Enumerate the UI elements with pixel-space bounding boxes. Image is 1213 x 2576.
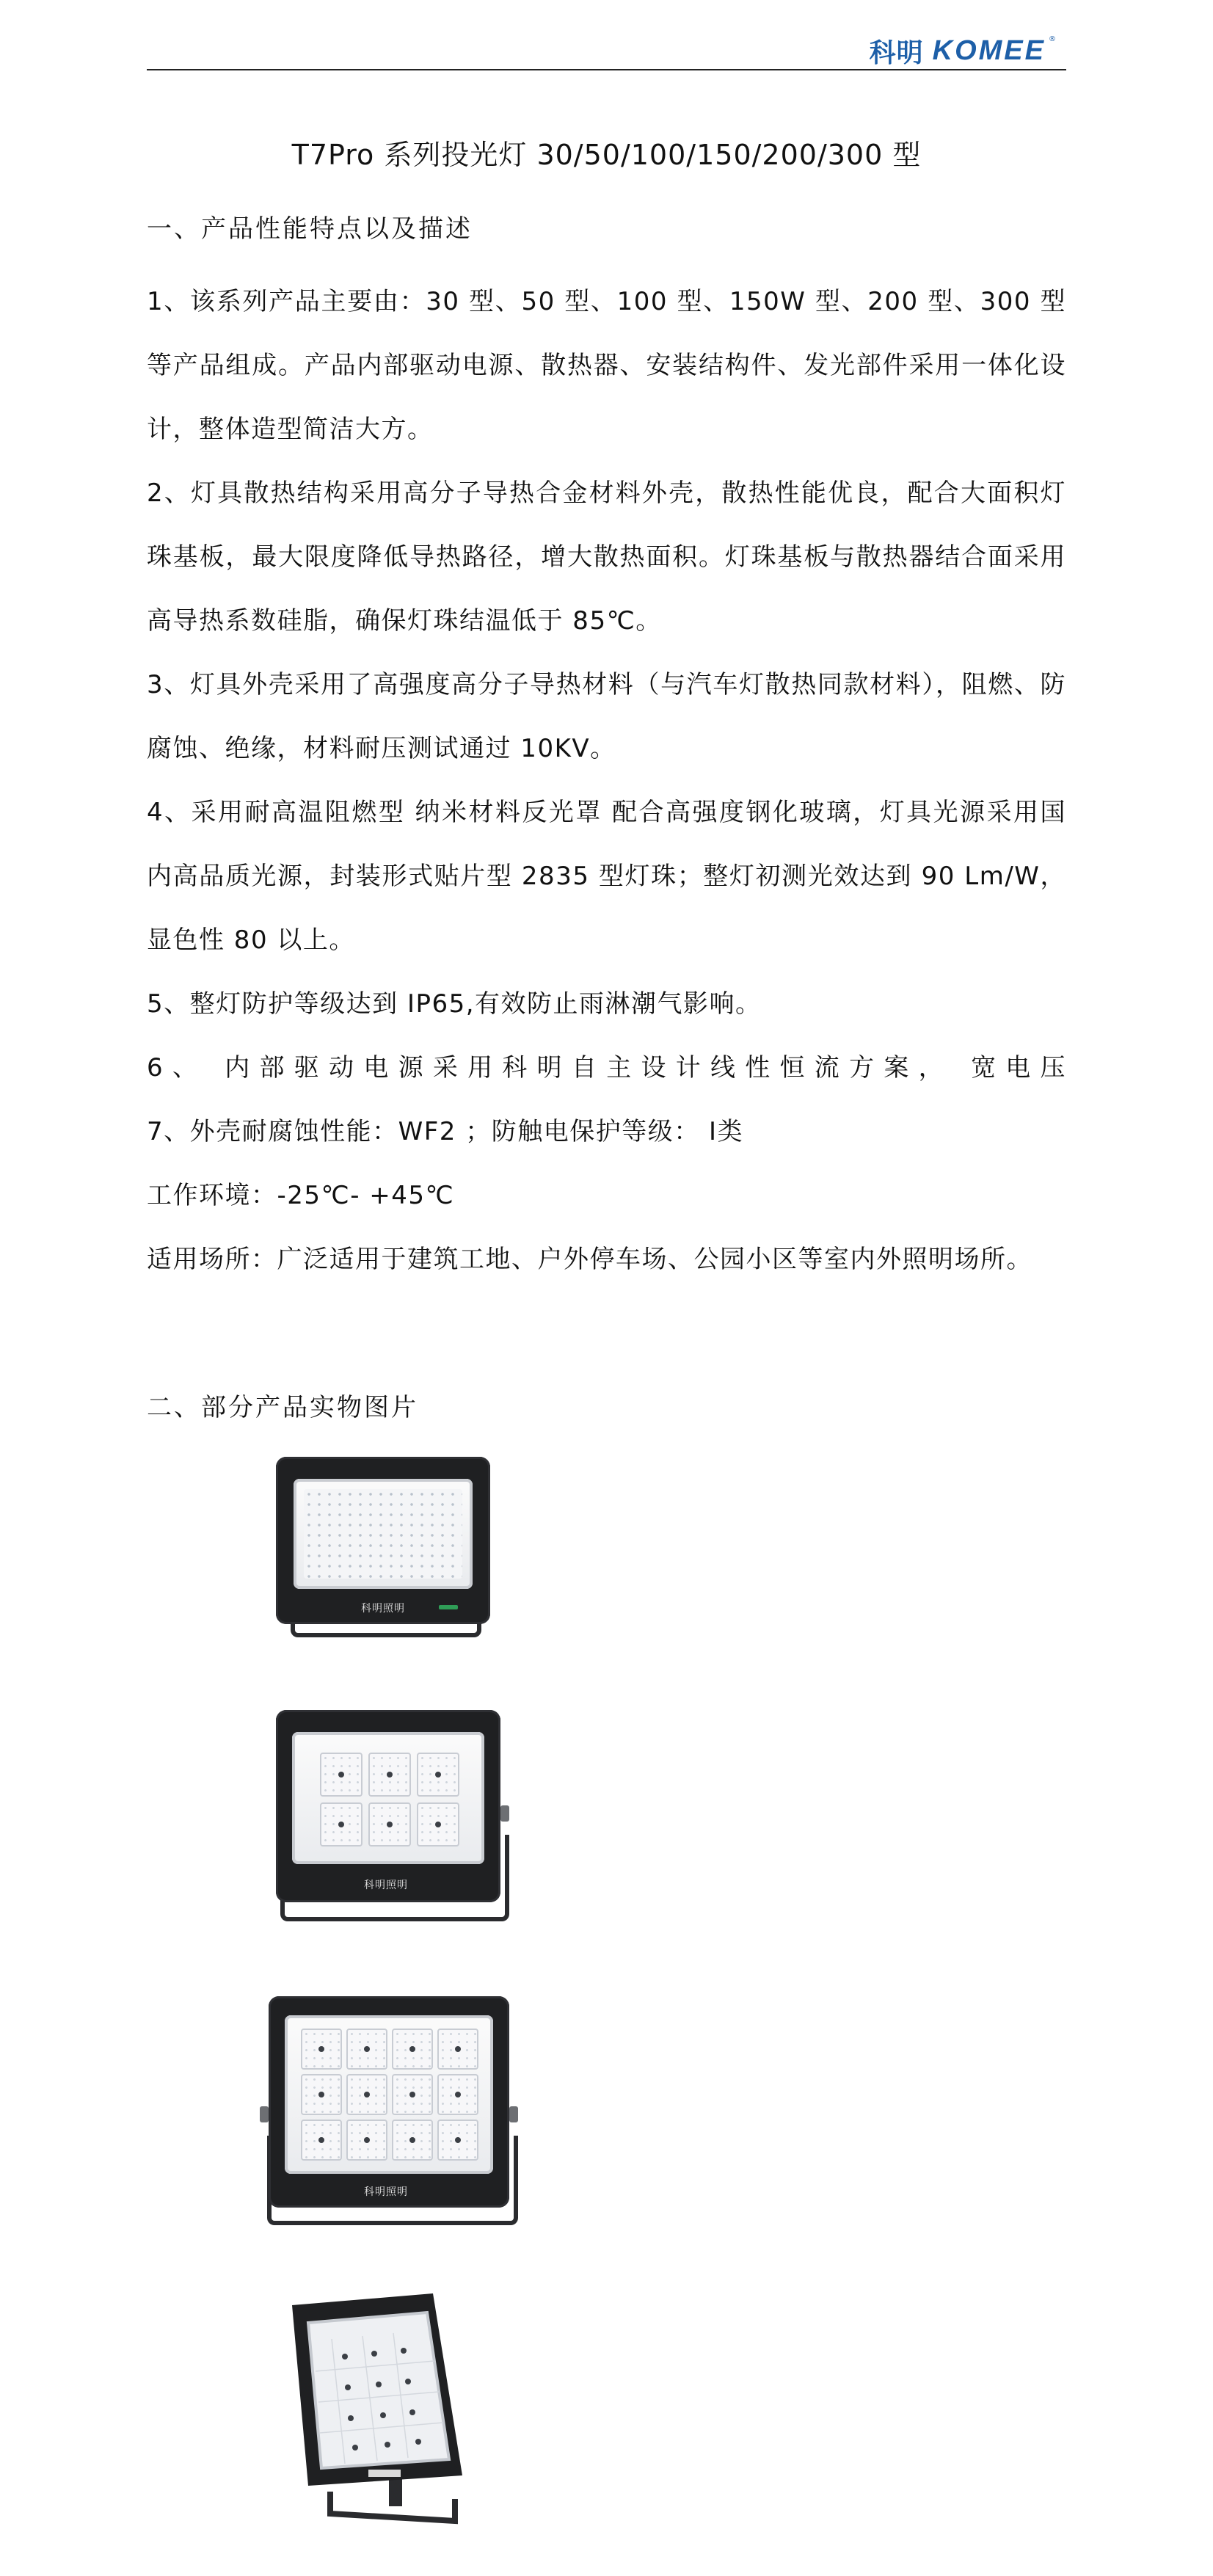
side-knob-right	[509, 2106, 518, 2122]
led-module	[368, 1753, 411, 1797]
registered-mark: ®	[1049, 35, 1056, 43]
floodlight-angled-image	[286, 2293, 506, 2528]
logo-english-text: KOMEE	[932, 35, 1046, 66]
led-array	[304, 1489, 462, 1579]
side-knob-left	[260, 2106, 269, 2122]
section-heading-photos: 二、部分产品实物图片	[147, 1393, 418, 1422]
angled-floodlight-drawing	[286, 2293, 506, 2528]
led-module	[301, 2074, 342, 2115]
led-module	[437, 2120, 478, 2161]
document-title: T7Pro 系列投光灯 30/50/100/150/200/300 型	[291, 139, 922, 171]
section-heading-features: 一、产品性能特点以及描述	[147, 214, 473, 244]
led-module	[301, 2029, 342, 2070]
logo-chinese-text: 科明	[869, 38, 924, 68]
fixture-housing	[276, 1710, 500, 1902]
led-module	[301, 2120, 342, 2161]
fixture-face	[292, 1732, 484, 1864]
feature-item-3: 3、灯具外壳采用了高强度高分子导热材料（与汽车灯散热同款材料），阻燃、防腐蚀、绝缘，材料耐压测试通过 10KV。	[147, 670, 1066, 763]
led-module	[417, 1802, 459, 1847]
feature-item-6: 6、 内部驱动电源采用科明自主设计线性恒流方案， 宽电压	[147, 1053, 1066, 1083]
feature-item-5: 5、整灯防护等级达到 IP65,有效防止雨淋潮气影响。	[147, 989, 762, 1019]
led-module	[392, 2120, 433, 2161]
led-module	[417, 1753, 459, 1797]
led-module	[346, 2120, 387, 2161]
led-module	[346, 2029, 387, 2070]
floodlight-30w-image	[276, 1457, 496, 1648]
fixture-brand-label: 科明照明	[364, 2186, 408, 2198]
floodlight-12-module-image	[264, 1996, 521, 2231]
led-module	[392, 2029, 433, 2070]
fixture-brand-label: 科明照明	[364, 1880, 408, 1891]
side-knob-right	[500, 1805, 509, 1822]
led-module	[320, 1753, 363, 1797]
led-module	[346, 2074, 387, 2115]
led-module	[320, 1802, 363, 1847]
fixture-brand-label: 科明照明	[361, 1603, 405, 1615]
fixture-housing	[276, 1457, 490, 1624]
led-module	[437, 2074, 478, 2115]
feature-item-7: 7、外壳耐腐蚀性能：WF2 ；防触电保护等级： Ⅰ类	[147, 1117, 744, 1146]
feature-item-1: 1、该系列产品主要由：30 型、50 型、100 型、150W 型、200 型、300 型等产品组成。产品内部驱动电源、散热器、安装结构件、发光部件采用一体化设计，整体造型简洁大方。	[147, 287, 1066, 444]
led-module	[368, 1802, 411, 1847]
fixture-housing	[269, 1996, 509, 2208]
floodlight-6-module-image	[276, 1710, 518, 1930]
feature-item-4: 4、采用耐高温阻燃型 纳米材料反光罩 配合高强度钢化玻璃，灯具光源采用国内高品质光源，封装形式贴片型 2835 型灯珠；整灯初测光效达到 90 Lm/W，显色性 80 以上。	[147, 798, 1066, 955]
page-header	[147, 26, 1066, 70]
fixture-green-tag	[439, 1605, 458, 1609]
header-rule	[147, 69, 1066, 70]
led-module	[392, 2074, 433, 2115]
fixture-face	[285, 2015, 493, 2174]
fixture-face	[294, 1479, 473, 1589]
komee-logo	[870, 32, 1062, 70]
section-features	[147, 207, 1066, 1292]
working-environment: 工作环境：-25℃- +45℃	[147, 1181, 455, 1210]
feature-item-2: 2、灯具散热结构采用高分子导热合金材料外壳，散热性能优良，配合大面积灯珠基板，最大限度降低导热路径，增大散热面积。灯珠基板与散热器结合面采用高导热系数硅脂，确保灯珠结温低于 85℃。	[147, 479, 1066, 636]
led-module	[437, 2029, 478, 2070]
application-places: 适用场所：广泛适用于建筑工地、户外停车场、公园小区等室内外照明场所。	[147, 1245, 1032, 1274]
